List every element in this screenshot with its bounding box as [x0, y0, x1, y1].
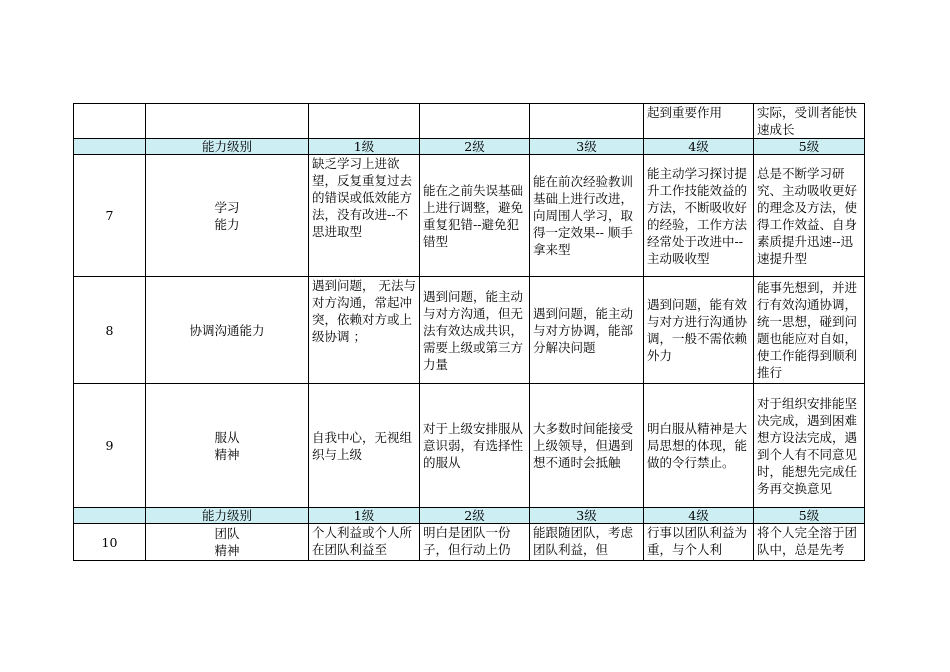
- ability-name: [146, 384, 309, 508]
- level1-cell: [309, 104, 420, 139]
- level2-desc: 明白是团队一份子，但行动上仍: [420, 524, 530, 561]
- level-header-row: [74, 139, 865, 155]
- row-number: 9: [74, 384, 146, 508]
- level2-desc: 遇到问题，能主动与对方沟通，但无法有效达成共识，需要上级或第三方力量: [420, 277, 530, 384]
- header-level-4: 4级: [644, 508, 754, 524]
- level3-desc: 能在前次经验教训基础上进行改进，向周围人学习，取得一定效果-- 顺手拿来型: [530, 155, 644, 277]
- competency-table: [73, 103, 865, 561]
- header-level-5: 5级: [754, 139, 865, 155]
- level3-desc: 能跟随团队，考虑团队利益，但: [530, 524, 644, 561]
- ability-name-line: 团队: [214, 526, 240, 541]
- level4-cell: 起到重要作用: [644, 104, 754, 139]
- level4-desc: 遇到问题，能有效与对方进行沟通协调，一般不需依赖外力: [644, 277, 754, 384]
- level2-desc: 对于上级安排服从意识弱，有选择性的服从: [420, 384, 530, 508]
- level4-desc: 行事以团队利益为重，与个人利: [644, 524, 754, 561]
- level1-desc: 自我中心，无视组织与上级: [309, 384, 420, 508]
- ability-name: [146, 524, 309, 561]
- header-label: 能力级别: [146, 508, 309, 524]
- header-level-1: 1级: [309, 139, 420, 155]
- level3-desc: 遇到问题，能主动与对方协调，能部分解决问题: [530, 277, 644, 384]
- level4-desc: 明白服从精神是大局思想的体现，能做的令行禁止。: [644, 384, 754, 508]
- ability-name-line: 协调沟通能力: [189, 322, 265, 338]
- row-number: 10: [74, 524, 146, 561]
- level5-desc: 对于组织安排能坚决完成，遇到困难想方设法完成，遇到个人有不同意见时，能想先完成任务再交换意见: [754, 384, 865, 508]
- level2-desc: 能在之前失误基础上进行调整，避免重复犯错--避免犯错型: [420, 155, 530, 277]
- table-row: [74, 384, 865, 508]
- ability-name-line: 能力: [214, 216, 240, 232]
- level3-cell: [530, 104, 644, 139]
- name-cell: [146, 104, 309, 139]
- level3-desc: 大多数时间能接受上级领导，但遇到想不通时会抵触: [530, 384, 644, 508]
- level5-cell: 实际，受训者能快速成长: [754, 104, 865, 139]
- table-row: [74, 277, 865, 384]
- level5-desc: 总是不断学习研究、主动吸收更好的理念及方法，使得工作效益、自身素质提升迅速--迅速提升型: [754, 155, 865, 277]
- level5-desc: 将个人完全溶于团队中，总是先考: [754, 524, 865, 561]
- header-level-2: 2级: [420, 139, 530, 155]
- ability-name-line: 精神: [214, 543, 240, 558]
- level1-desc: 缺乏学习上进欲望，反复重复过去的错误或低效能方法，没有改进--不思进取型: [309, 155, 420, 277]
- ability-name: [146, 277, 309, 384]
- level2-cell: [420, 104, 530, 139]
- continuation-row: [74, 104, 865, 139]
- ability-name-line: 服从: [214, 429, 240, 445]
- row-number: 8: [74, 277, 146, 384]
- ability-name-line: 精神: [214, 446, 240, 462]
- header-level-5: 5级: [754, 508, 865, 524]
- table-row: [74, 524, 865, 561]
- header-level-2: 2级: [420, 508, 530, 524]
- header-level-3: 3级: [530, 139, 644, 155]
- level-header-row: [74, 508, 865, 524]
- header-level-3: 3级: [530, 508, 644, 524]
- level1-desc: 遇到问题， 无法与对方沟通，常起冲突，依赖对方或上级协调 ；: [309, 277, 420, 384]
- header-blank: [74, 508, 146, 524]
- header-level-4: 4级: [644, 139, 754, 155]
- level4-desc: 能主动学习探讨提升工作技能效益的方法，不断吸收好的经验，工作方法经常处于改进中--主动吸收型: [644, 155, 754, 277]
- header-blank: [74, 139, 146, 155]
- table-row: [74, 155, 865, 277]
- level1-desc: 个人利益或个人所在团队利益至: [309, 524, 420, 561]
- header-label: 能力级别: [146, 139, 309, 155]
- header-level-1: 1级: [309, 508, 420, 524]
- ability-name: [146, 155, 309, 277]
- row-number: 7: [74, 155, 146, 277]
- level5-desc: 能事先想到，并进行有效沟通协调，统一思想，碰到问题也能应对自如，使工作能得到顺利推行: [754, 277, 865, 384]
- ability-name-line: 学习: [214, 199, 240, 215]
- num-cell: [74, 104, 146, 139]
